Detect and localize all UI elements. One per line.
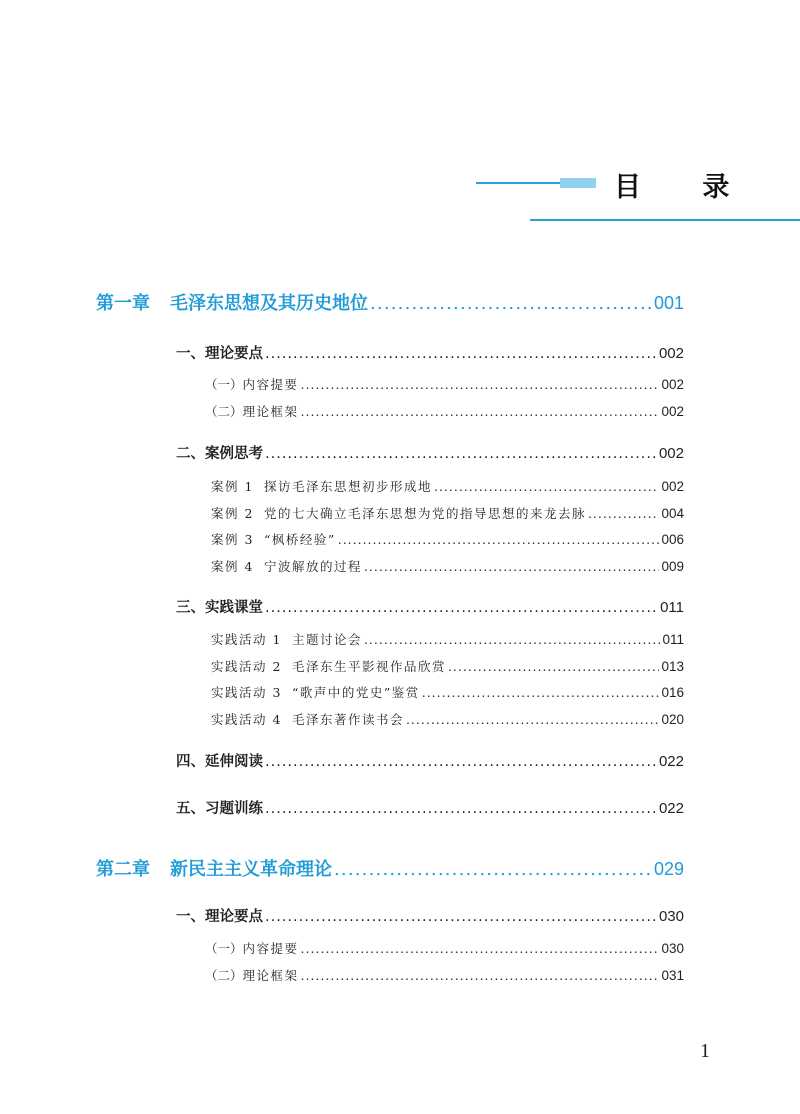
item-title: 探访毛泽东思想初步形成地 bbox=[263, 479, 432, 494]
toc-section[interactable] bbox=[176, 905, 684, 926]
item-label: （一） bbox=[205, 377, 243, 392]
leader-dots bbox=[364, 632, 661, 647]
item-label: （二） bbox=[205, 968, 243, 983]
header-rule-left bbox=[476, 182, 560, 184]
leader-dots bbox=[334, 859, 652, 880]
item-page: 004 bbox=[661, 506, 684, 521]
item-label: 案例 2 bbox=[211, 506, 254, 521]
item-page: 011 bbox=[662, 632, 684, 647]
toc-item[interactable] bbox=[205, 375, 684, 393]
leader-dots bbox=[338, 532, 660, 547]
item-title: 理论框架 bbox=[242, 968, 299, 983]
item-label: 实践活动 2 bbox=[211, 659, 282, 674]
toc-section[interactable] bbox=[176, 442, 684, 463]
toc-section[interactable] bbox=[176, 342, 684, 363]
page-number: 1 bbox=[700, 1040, 710, 1062]
header-rule-bottom bbox=[530, 219, 800, 221]
item-page: 002 bbox=[661, 377, 684, 392]
leader-dots bbox=[588, 506, 660, 521]
item-title: 主题讨论会 bbox=[291, 632, 362, 647]
toc-item[interactable] bbox=[205, 402, 684, 420]
toc-item[interactable] bbox=[211, 557, 684, 575]
item-title: 内容提要 bbox=[242, 941, 299, 956]
section-title: 一、理论要点 bbox=[176, 909, 263, 925]
section-page: 022 bbox=[658, 753, 684, 770]
toc-item[interactable] bbox=[211, 657, 684, 675]
toc-item[interactable] bbox=[205, 939, 684, 957]
item-label: 实践活动 3 bbox=[211, 685, 282, 700]
item-title: 内容提要 bbox=[242, 377, 299, 392]
item-page: 030 bbox=[661, 941, 684, 956]
item-page: 013 bbox=[661, 659, 684, 674]
leader-dots bbox=[406, 712, 660, 727]
section-page: 002 bbox=[658, 345, 684, 362]
section-title: 一、理论要点 bbox=[176, 346, 263, 362]
item-label: 案例 4 bbox=[211, 559, 254, 574]
toc-chapter-1[interactable] bbox=[96, 289, 684, 315]
item-label: （二） bbox=[205, 404, 243, 419]
item-label: 案例 3 bbox=[211, 532, 254, 547]
item-page: 006 bbox=[661, 532, 684, 547]
leader-dots bbox=[301, 968, 660, 983]
item-title: 毛泽东著作读书会 bbox=[291, 712, 404, 727]
toc-section[interactable] bbox=[176, 797, 684, 818]
leader-dots bbox=[265, 801, 657, 817]
chapter-label: 第一章 bbox=[96, 293, 150, 314]
section-page: 022 bbox=[658, 800, 684, 817]
leader-dots bbox=[265, 600, 658, 616]
chapter-title: 新民主主义革命理论 bbox=[170, 859, 332, 880]
section-title: 五、习题训练 bbox=[176, 801, 263, 817]
leader-dots bbox=[364, 559, 660, 574]
leader-dots bbox=[301, 941, 660, 956]
toc-item[interactable] bbox=[211, 710, 684, 728]
toc-chapter-2[interactable] bbox=[96, 855, 684, 881]
toc-item[interactable] bbox=[211, 683, 684, 701]
item-page: 009 bbox=[661, 559, 684, 574]
chapter-label: 第二章 bbox=[96, 859, 150, 880]
item-title: 党的七大确立毛泽东思想为党的指导思想的来龙去脉 bbox=[263, 506, 586, 521]
leader-dots bbox=[265, 909, 657, 925]
leader-dots bbox=[370, 293, 652, 314]
section-page: 030 bbox=[658, 908, 684, 925]
toc-item[interactable] bbox=[211, 530, 684, 548]
item-label: 实践活动 1 bbox=[211, 632, 282, 647]
item-page: 002 bbox=[661, 404, 684, 419]
leader-dots bbox=[434, 479, 660, 494]
item-title: “枫桥经验” bbox=[263, 532, 336, 547]
leader-dots bbox=[265, 754, 657, 770]
chapter-page: 029 bbox=[653, 859, 684, 879]
toc-item[interactable] bbox=[205, 966, 684, 984]
item-page: 002 bbox=[661, 479, 684, 494]
item-label: 实践活动 4 bbox=[211, 712, 282, 727]
section-title: 三、实践课堂 bbox=[176, 600, 263, 616]
item-label: 案例 1 bbox=[211, 479, 254, 494]
item-title: 理论框架 bbox=[242, 404, 299, 419]
item-page: 031 bbox=[661, 968, 684, 983]
section-title: 四、延伸阅读 bbox=[176, 754, 263, 770]
item-title: “歌声中的党史”鉴赏 bbox=[291, 685, 420, 700]
leader-dots bbox=[448, 659, 660, 674]
leader-dots bbox=[265, 446, 657, 462]
item-title: 宁波解放的过程 bbox=[263, 559, 362, 574]
section-title: 二、案例思考 bbox=[176, 446, 263, 462]
page-title: 目 录 bbox=[614, 172, 756, 203]
toc-item[interactable] bbox=[211, 477, 684, 495]
item-page: 016 bbox=[661, 685, 684, 700]
section-page: 002 bbox=[658, 445, 684, 462]
toc-item[interactable] bbox=[211, 504, 684, 522]
leader-dots bbox=[422, 685, 660, 700]
header-accent-block bbox=[560, 178, 596, 188]
chapter-page: 001 bbox=[653, 293, 684, 313]
leader-dots bbox=[301, 404, 660, 419]
leader-dots bbox=[301, 377, 660, 392]
toc-section[interactable] bbox=[176, 596, 684, 617]
section-page: 011 bbox=[660, 599, 684, 616]
toc-item[interactable] bbox=[211, 630, 684, 648]
toc-section[interactable] bbox=[176, 750, 684, 771]
chapter-title: 毛泽东思想及其历史地位 bbox=[170, 293, 368, 314]
item-title: 毛泽东生平影视作品欣赏 bbox=[291, 659, 446, 674]
item-label: （一） bbox=[205, 941, 243, 956]
leader-dots bbox=[265, 346, 657, 362]
item-page: 020 bbox=[661, 712, 684, 727]
